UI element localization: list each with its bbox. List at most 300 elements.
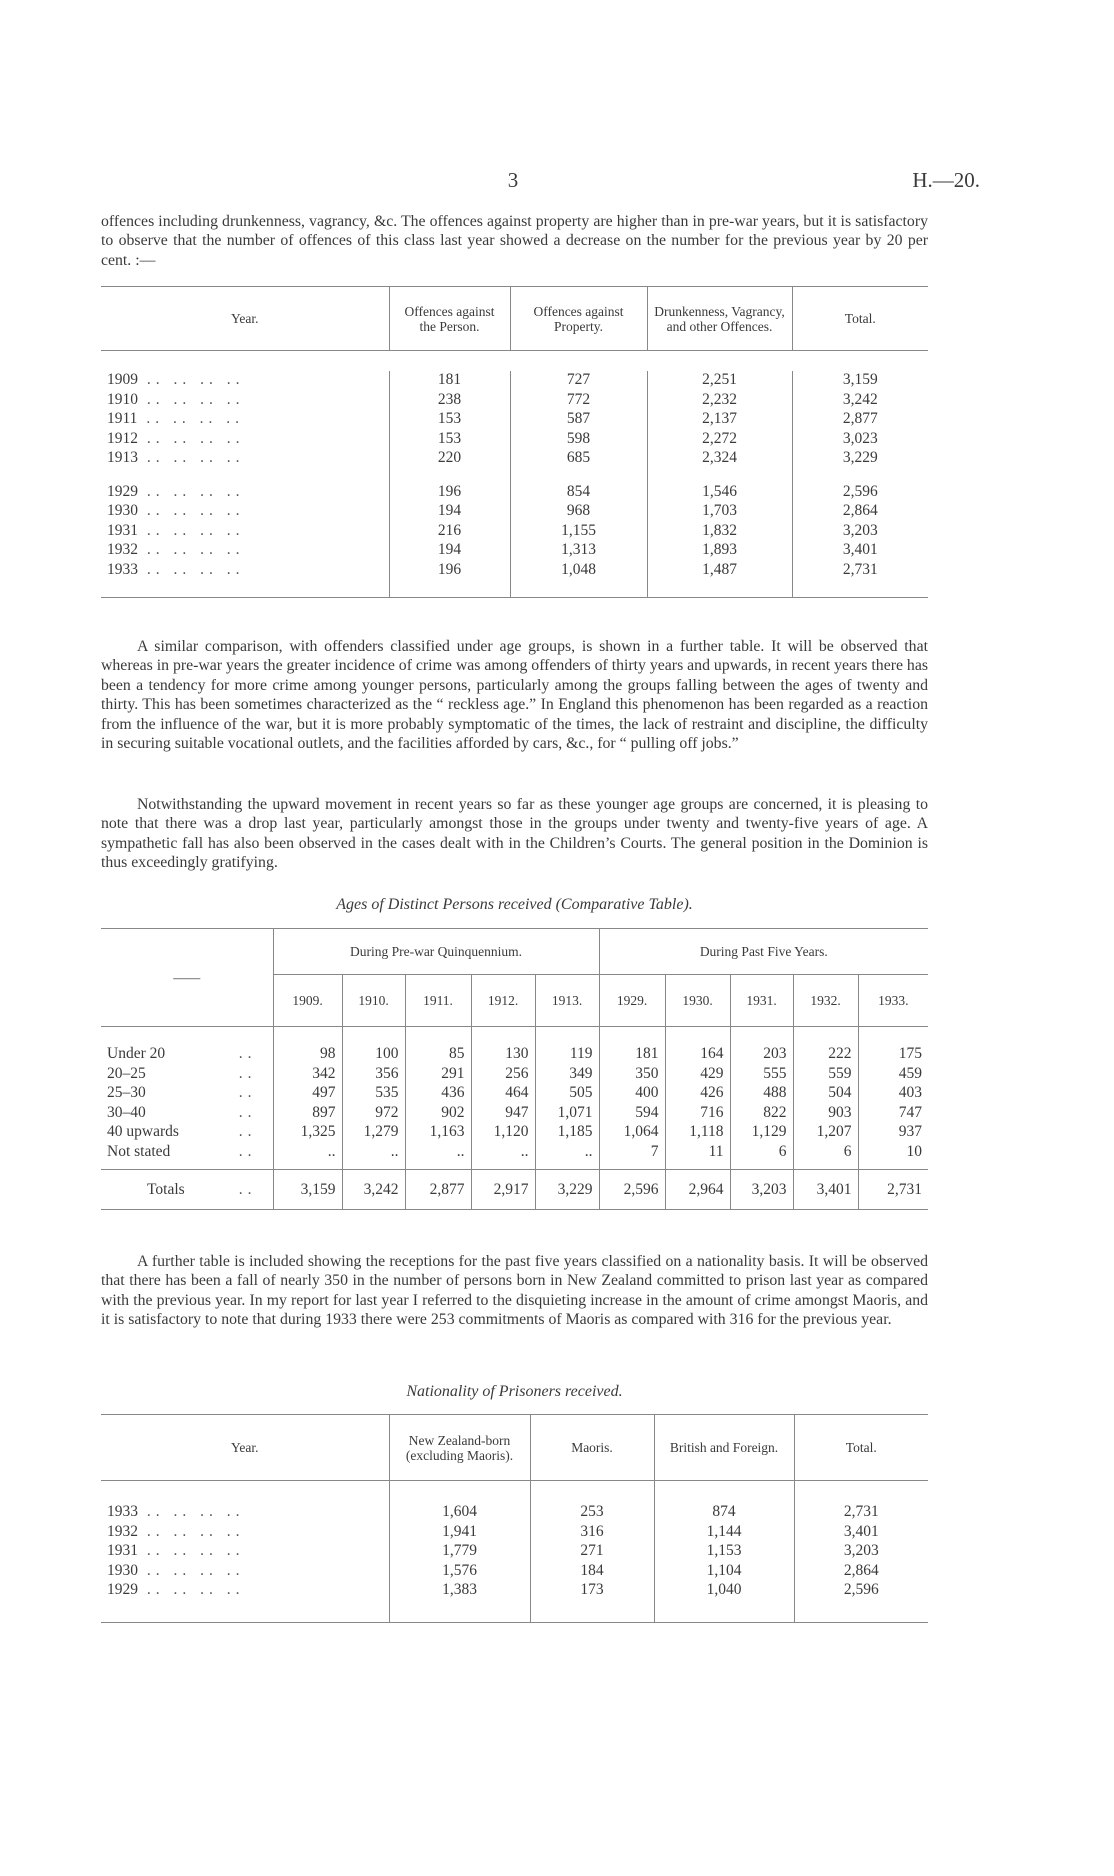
year-label: 1931: [107, 521, 138, 539]
cell-total: 3,203: [842, 521, 878, 539]
row-year: [101, 560, 389, 580]
cell-total: 3,023: [842, 429, 878, 447]
cell-total: 2,731: [843, 1503, 879, 1521]
age-group-text: 30–40: [107, 1103, 146, 1121]
year-label: 1911: [107, 410, 138, 428]
row-year: [101, 449, 389, 469]
spacer-cell: [794, 1481, 928, 1503]
age-count-cell: 222: [793, 1045, 858, 1065]
cell-person: 196: [389, 482, 510, 502]
leader-dots: .. .. .. ..: [138, 1542, 245, 1560]
spacer-cell: [792, 580, 928, 598]
spacer-cell: [389, 1481, 530, 1503]
cell-property: 772: [510, 390, 647, 410]
group-prewar: During Pre-war Quinquennium.: [273, 929, 599, 975]
leader-dots: .. .. .. ..: [138, 1522, 245, 1540]
leader-dots: .. .. .. ..: [138, 1561, 245, 1579]
table-row: [101, 1064, 928, 1084]
table-row: [101, 502, 928, 522]
offences-table: [101, 286, 928, 598]
leader-dots: ..: [238, 1064, 257, 1082]
row-year: [101, 541, 389, 561]
cell-total: 2,864: [842, 502, 878, 520]
row-year: [101, 521, 389, 541]
age-count-cell: 342: [273, 1064, 342, 1084]
table-row: [101, 1084, 928, 1104]
leader-dots: .. .. .. ..: [138, 1581, 245, 1599]
year-label: 1913: [107, 449, 138, 467]
age-count-cell: 426: [665, 1084, 730, 1104]
spacer-cell: [535, 1027, 599, 1045]
total-cell: 3,159: [273, 1170, 342, 1210]
total-cell: 2,964: [665, 1170, 730, 1210]
cell-drunk: 2,251: [647, 371, 792, 391]
cell-nz: 1,604: [389, 1503, 530, 1523]
age-count-cell: 85: [405, 1045, 471, 1065]
age-count-cell: 6: [730, 1142, 793, 1162]
spacer-cell: [535, 1162, 599, 1170]
cell-property: 1,048: [510, 560, 647, 580]
cell-person: 181: [389, 371, 510, 391]
leader-dots: ..: [238, 1180, 257, 1198]
cell-total: 3,401: [843, 1522, 879, 1540]
spacer-cell: [389, 580, 510, 598]
cell-person: 194: [389, 541, 510, 561]
year-label: 1910: [107, 390, 138, 408]
age-count-cell: 488: [730, 1084, 793, 1104]
ages-table-body: [101, 1027, 928, 1210]
age-count-cell: 535: [342, 1084, 405, 1104]
total-cell: 2,596: [599, 1170, 665, 1210]
col-offences-property: Offences against Property.: [510, 287, 647, 351]
age-group-label: [101, 1064, 273, 1084]
ages-table: [101, 928, 928, 1210]
total-cell: 2,877: [405, 1170, 471, 1210]
cell-total: 3,401: [842, 541, 878, 559]
spacer-cell: [471, 1162, 535, 1170]
table-row: [101, 1542, 928, 1562]
age-count-cell: ..: [535, 1142, 599, 1162]
leader-dots: ..: [238, 1045, 257, 1063]
cell-person: 220: [389, 449, 510, 469]
cell-maoris: 271: [530, 1542, 654, 1562]
cell-total: 2,731: [842, 560, 878, 578]
cell-drunk: 2,324: [647, 449, 792, 469]
spacer-cell: [599, 1027, 665, 1045]
row-year: [101, 429, 389, 449]
table-row: [101, 482, 928, 502]
age-count-cell: ..: [342, 1142, 405, 1162]
cell-total: 3,203: [843, 1542, 879, 1560]
ages-stub-header: ——: [101, 929, 273, 1027]
spacer-cell: [647, 580, 792, 598]
year-label: 1930: [107, 1561, 138, 1579]
leader-dots: .. .. .. ..: [137, 410, 244, 428]
table-row: [101, 1581, 928, 1601]
age-group-text: 20–25: [107, 1064, 146, 1082]
table-row: [101, 521, 928, 541]
nationality-table: [101, 1414, 928, 1623]
year-header: 1911.: [405, 975, 471, 1027]
totals-text: Totals: [147, 1180, 185, 1198]
table-row: [101, 1045, 928, 1065]
spacer-cell: [510, 580, 647, 598]
row-year: [101, 371, 389, 391]
cell-british: 1,104: [654, 1561, 794, 1581]
cell-nz: 1,779: [389, 1542, 530, 1562]
spacer-cell: [101, 1481, 389, 1503]
age-count-cell: 497: [273, 1084, 342, 1104]
age-count-cell: ..: [471, 1142, 535, 1162]
leader-dots: .. .. .. ..: [138, 390, 245, 408]
year-label: 1929: [107, 482, 138, 500]
nationality-table-caption: Nationality of Prisoners received.: [406, 1383, 623, 1400]
age-count-cell: 1,207: [793, 1123, 858, 1143]
age-count-cell: 130: [471, 1045, 535, 1065]
cell-person: 194: [389, 502, 510, 522]
cell-person: 238: [389, 390, 510, 410]
age-group-label: [101, 1142, 273, 1162]
cell-nz: 1,383: [389, 1581, 530, 1601]
row-year: [101, 410, 389, 430]
year-header: 1913.: [535, 975, 599, 1027]
spacer-cell: [342, 1162, 405, 1170]
age-count-cell: 400: [599, 1084, 665, 1104]
table-row: [101, 1503, 928, 1523]
table-row: [101, 560, 928, 580]
spacer-cell: [730, 1162, 793, 1170]
cell-british: 1,153: [654, 1542, 794, 1562]
col-year: Year.: [101, 1415, 389, 1481]
spacer-cell: [101, 1600, 389, 1622]
spacer-cell: [389, 1600, 530, 1622]
cell-person: 196: [389, 560, 510, 580]
spacer-cell: [792, 468, 928, 482]
spacer-cell: [654, 1481, 794, 1503]
col-british-foreign: British and Foreign.: [654, 1415, 794, 1481]
age-count-cell: 897: [273, 1103, 342, 1123]
cell-british: 1,040: [654, 1581, 794, 1601]
age-count-cell: ..: [405, 1142, 471, 1162]
spacer-cell: [101, 1162, 273, 1170]
leader-dots: .. .. .. ..: [138, 371, 245, 389]
table-row: [101, 390, 928, 410]
age-count-cell: 356: [342, 1064, 405, 1084]
age-count-cell: 291: [405, 1064, 471, 1084]
cell-drunk: 2,232: [647, 390, 792, 410]
age-count-cell: 555: [730, 1064, 793, 1084]
row-year: [101, 390, 389, 410]
spacer-cell: [273, 1027, 342, 1045]
spacer-cell: [665, 1162, 730, 1170]
age-count-cell: 1,071: [535, 1103, 599, 1123]
cell-property: 587: [510, 410, 647, 430]
spacer-cell: [471, 1027, 535, 1045]
table-row: [101, 429, 928, 449]
age-count-cell: 11: [665, 1142, 730, 1162]
age-group-label: [101, 1103, 273, 1123]
age-count-cell: 464: [471, 1084, 535, 1104]
age-count-cell: 902: [405, 1103, 471, 1123]
spacer-cell: [405, 1162, 471, 1170]
spacer-cell: [530, 1600, 654, 1622]
cell-total: 2,877: [842, 410, 878, 428]
leader-dots: .. .. .. ..: [138, 482, 245, 500]
age-count-cell: 1,325: [273, 1123, 342, 1143]
cell-drunk: 2,272: [647, 429, 792, 449]
age-count-cell: 1,118: [665, 1123, 730, 1143]
spacer-row: [101, 580, 928, 598]
age-count-cell: 429: [665, 1064, 730, 1084]
spacer-row: [101, 351, 928, 371]
spacer-cell: [101, 580, 389, 598]
col-year: Year.: [101, 287, 389, 351]
leader-dots: .. .. .. ..: [138, 429, 245, 447]
age-count-cell: 350: [599, 1064, 665, 1084]
total-cell: 3,401: [793, 1170, 858, 1210]
cell-drunk: 1,703: [647, 502, 792, 522]
age-count-cell: 175: [898, 1045, 923, 1063]
page-number: 3: [507, 168, 519, 192]
spacer-row: [101, 468, 928, 482]
year-header: 1933.: [878, 993, 909, 1008]
age-group-label: [101, 1045, 273, 1065]
year-label: 1931: [107, 1542, 138, 1560]
table-row: [101, 410, 928, 430]
offences-table-body: [101, 351, 928, 598]
spacer-cell: [510, 468, 647, 482]
cell-total: 2,596: [842, 482, 878, 500]
leader-dots: .. .. .. ..: [138, 449, 245, 467]
spacer-cell: [389, 468, 510, 482]
age-count-cell: 1,064: [599, 1123, 665, 1143]
age-count-cell: 203: [730, 1045, 793, 1065]
row-year: [101, 1581, 389, 1601]
paragraph-offences-intro: offences including drunkenness, vagrancy, &c. The offences against property are higher than in pre-war years, but it is satisfactory to observe that the number of offences of this class last year showed a decrease on the number for the previous year by 20 per cent. :—: [101, 213, 928, 269]
cell-drunk: 1,546: [647, 482, 792, 502]
leader-dots: .. .. .. ..: [138, 541, 245, 559]
age-count-cell: 119: [535, 1045, 599, 1065]
nationality-table-body: [101, 1481, 928, 1623]
spacer-cell: [665, 1027, 730, 1045]
age-count-cell: 181: [599, 1045, 665, 1065]
table-row: [101, 449, 928, 469]
col-offences-person: Offences against the Person.: [389, 287, 510, 351]
spacer-cell: [101, 468, 389, 482]
spacer-cell: [599, 1162, 665, 1170]
age-count-cell: 1,163: [405, 1123, 471, 1143]
row-year: [101, 1542, 389, 1562]
age-count-cell: 164: [665, 1045, 730, 1065]
year-label: 1932: [107, 541, 138, 559]
cell-drunk: 2,137: [647, 410, 792, 430]
group-past-five: During Past Five Years.: [599, 929, 928, 975]
cell-drunk: 1,832: [647, 521, 792, 541]
spacer-cell: [858, 1027, 928, 1045]
year-header: 1932.: [793, 975, 858, 1027]
spacer-cell: [793, 1027, 858, 1045]
age-count-cell: 937: [898, 1123, 923, 1141]
totals-label: [101, 1170, 273, 1210]
leader-dots: ..: [238, 1103, 257, 1121]
cell-maoris: 184: [530, 1561, 654, 1581]
total-cell: 2,731: [887, 1180, 923, 1198]
year-label: 1932: [107, 1522, 138, 1540]
year-label: 1933: [107, 560, 138, 578]
cell-nz: 1,576: [389, 1561, 530, 1581]
row-year: [101, 1561, 389, 1581]
year-label: 1929: [107, 1581, 138, 1599]
age-count-cell: 594: [599, 1103, 665, 1123]
leader-dots: .. .. .. ..: [138, 560, 245, 578]
year-label: 1933: [107, 1503, 138, 1521]
age-count-cell: 559: [793, 1064, 858, 1084]
age-count-cell: 1,185: [535, 1123, 599, 1143]
table-row: [101, 1103, 928, 1123]
leader-dots: .. .. .. ..: [138, 1503, 245, 1521]
cell-property: 727: [510, 371, 647, 391]
table-row: [101, 371, 928, 391]
year-label: 1930: [107, 502, 138, 520]
spacer-cell: [405, 1027, 471, 1045]
leader-dots: ..: [238, 1142, 257, 1160]
age-count-cell: 972: [342, 1103, 405, 1123]
age-count-cell: 903: [793, 1103, 858, 1123]
cell-property: 1,313: [510, 541, 647, 561]
cell-person: 153: [389, 410, 510, 430]
cell-drunk: 1,893: [647, 541, 792, 561]
year-header: 1930.: [665, 975, 730, 1027]
spacer-row: [101, 1162, 928, 1170]
age-count-cell: 7: [599, 1142, 665, 1162]
age-count-cell: 349: [535, 1064, 599, 1084]
age-group-label: [101, 1123, 273, 1143]
cell-person: 216: [389, 521, 510, 541]
spacer-cell: [858, 1162, 928, 1170]
spacer-cell: [794, 1600, 928, 1622]
col-drunkenness: Drunkenness, Vagrancy, and other Offences.: [647, 287, 792, 351]
table-row: [101, 1561, 928, 1581]
col-total: Total.: [844, 311, 876, 326]
age-count-cell: 747: [898, 1103, 923, 1121]
age-count-cell: 947: [471, 1103, 535, 1123]
leader-dots: ..: [238, 1084, 257, 1102]
age-group-label: [101, 1084, 273, 1104]
year-header: 1910.: [342, 975, 405, 1027]
age-group-text: Not stated: [107, 1142, 171, 1160]
age-count-cell: 10: [906, 1142, 923, 1160]
age-count-cell: ..: [273, 1142, 342, 1162]
cell-property: 685: [510, 449, 647, 469]
age-count-cell: 100: [342, 1045, 405, 1065]
age-count-cell: 1,279: [342, 1123, 405, 1143]
age-count-cell: 403: [898, 1084, 923, 1102]
year-label: 1909: [107, 371, 138, 389]
age-group-text: 25–30: [107, 1084, 146, 1102]
ages-table-caption: Ages of Distinct Persons received (Comparative Table).: [336, 896, 693, 913]
age-count-cell: 256: [471, 1064, 535, 1084]
leader-dots: .. .. .. ..: [138, 502, 245, 520]
row-year: [101, 1503, 389, 1523]
spacer-cell: [530, 1481, 654, 1503]
paragraph-nationality: A further table is included showing the receptions for the past five years classified on a nationality basis. It will be observed that there has been a fall of nearly 350 in the number of persons born in New Zealand committed to prison last year as compared with the previous year. In my report for last year I referred to the disquieting increase in the amount of crime amongst Maoris, and it is satisfactory to note that during 1933 there were 253 commitments of Maoris as compared with 316 for the previous year.: [101, 1253, 928, 1329]
spacer-cell: [342, 1027, 405, 1045]
spacer-row: [101, 1600, 928, 1622]
age-count-cell: 822: [730, 1103, 793, 1123]
cell-total: 3,229: [842, 449, 878, 467]
age-count-cell: 716: [665, 1103, 730, 1123]
cell-maoris: 316: [530, 1522, 654, 1542]
year-header: 1912.: [471, 975, 535, 1027]
age-count-cell: 1,120: [471, 1123, 535, 1143]
cell-property: 1,155: [510, 521, 647, 541]
age-count-cell: 459: [898, 1064, 923, 1082]
cell-property: 598: [510, 429, 647, 449]
age-count-cell: 98: [273, 1045, 342, 1065]
report-reference: H.—20.: [912, 168, 980, 192]
spacer-cell: [647, 468, 792, 482]
age-count-cell: 504: [793, 1084, 858, 1104]
age-count-cell: 505: [535, 1084, 599, 1104]
cell-property: 854: [510, 482, 647, 502]
age-group-text: Under 20: [107, 1045, 166, 1063]
row-year: [101, 1522, 389, 1542]
spacer-cell: [793, 1162, 858, 1170]
total-cell: 3,242: [342, 1170, 405, 1210]
spacer-row: [101, 1027, 928, 1045]
col-nz-born: New Zealand-born (excluding Maoris).: [389, 1415, 530, 1481]
total-cell: 3,203: [730, 1170, 793, 1210]
cell-maoris: 253: [530, 1503, 654, 1523]
cell-total: 2,596: [843, 1581, 879, 1599]
cell-person: 153: [389, 429, 510, 449]
paragraph-age-comparison: A similar comparison, with offenders classified under age groups, is shown in a further table. It will be observed that whereas in pre-war years the greater incidence of crime was among offenders of thirty years and upwards, in recent years there has been a tendency for more crime among younger persons, particularly among the groups falling between the ages of twenty and thirty. This has been sometimes characterized as the “ reckless age.” In England this phenomenon has been regarded as a reaction from the influence of the war, but it is more probably symptomatic of the times, the lack of restraint and discipline, the difficulty in securing suitable vocational outlets, and the facilities afforded by cars, &c., for “ pulling off jobs.”: [101, 638, 928, 753]
year-header: 1929.: [599, 975, 665, 1027]
table-row: [101, 1522, 928, 1542]
cell-total: 3,159: [842, 371, 878, 389]
age-group-text: 40 upwards: [107, 1123, 179, 1141]
cell-total: 3,242: [842, 390, 878, 408]
spacer-cell: [654, 1600, 794, 1622]
age-count-cell: 436: [405, 1084, 471, 1104]
cell-property: 968: [510, 502, 647, 522]
cell-british: 1,144: [654, 1522, 794, 1542]
year-header: 1909.: [273, 975, 342, 1027]
cell-total: 2,864: [843, 1561, 879, 1579]
col-total: Total.: [845, 1440, 877, 1455]
spacer-cell: [101, 1027, 273, 1045]
cell-british: 874: [654, 1503, 794, 1523]
leader-dots: .. .. .. ..: [138, 521, 245, 539]
paragraph-upward-movement: Notwithstanding the upward movement in recent years so far as these younger age groups are concerned, it is pleasing to note that there was a drop last year, particularly amongst those in the groups under twenty and twenty-five years of age. A sympathetic fall has also been observed in the cases dealt with in the Children’s Courts. The general position in the Dominion is thus exceedingly gratifying.: [101, 796, 928, 872]
table-row: [101, 1123, 928, 1143]
spacer-cell: [273, 1162, 342, 1170]
cell-maoris: 173: [530, 1581, 654, 1601]
row-year: [101, 482, 389, 502]
age-count-cell: 6: [793, 1142, 858, 1162]
cell-drunk: 1,487: [647, 560, 792, 580]
spacer-row: [101, 1481, 928, 1503]
total-cell: 3,229: [535, 1170, 599, 1210]
year-header: 1931.: [730, 975, 793, 1027]
table-row: [101, 541, 928, 561]
total-cell: 2,917: [471, 1170, 535, 1210]
cell-nz: 1,941: [389, 1522, 530, 1542]
table-row: [101, 1142, 928, 1162]
age-count-cell: 1,129: [730, 1123, 793, 1143]
year-label: 1912: [107, 429, 138, 447]
leader-dots: ..: [238, 1123, 257, 1141]
